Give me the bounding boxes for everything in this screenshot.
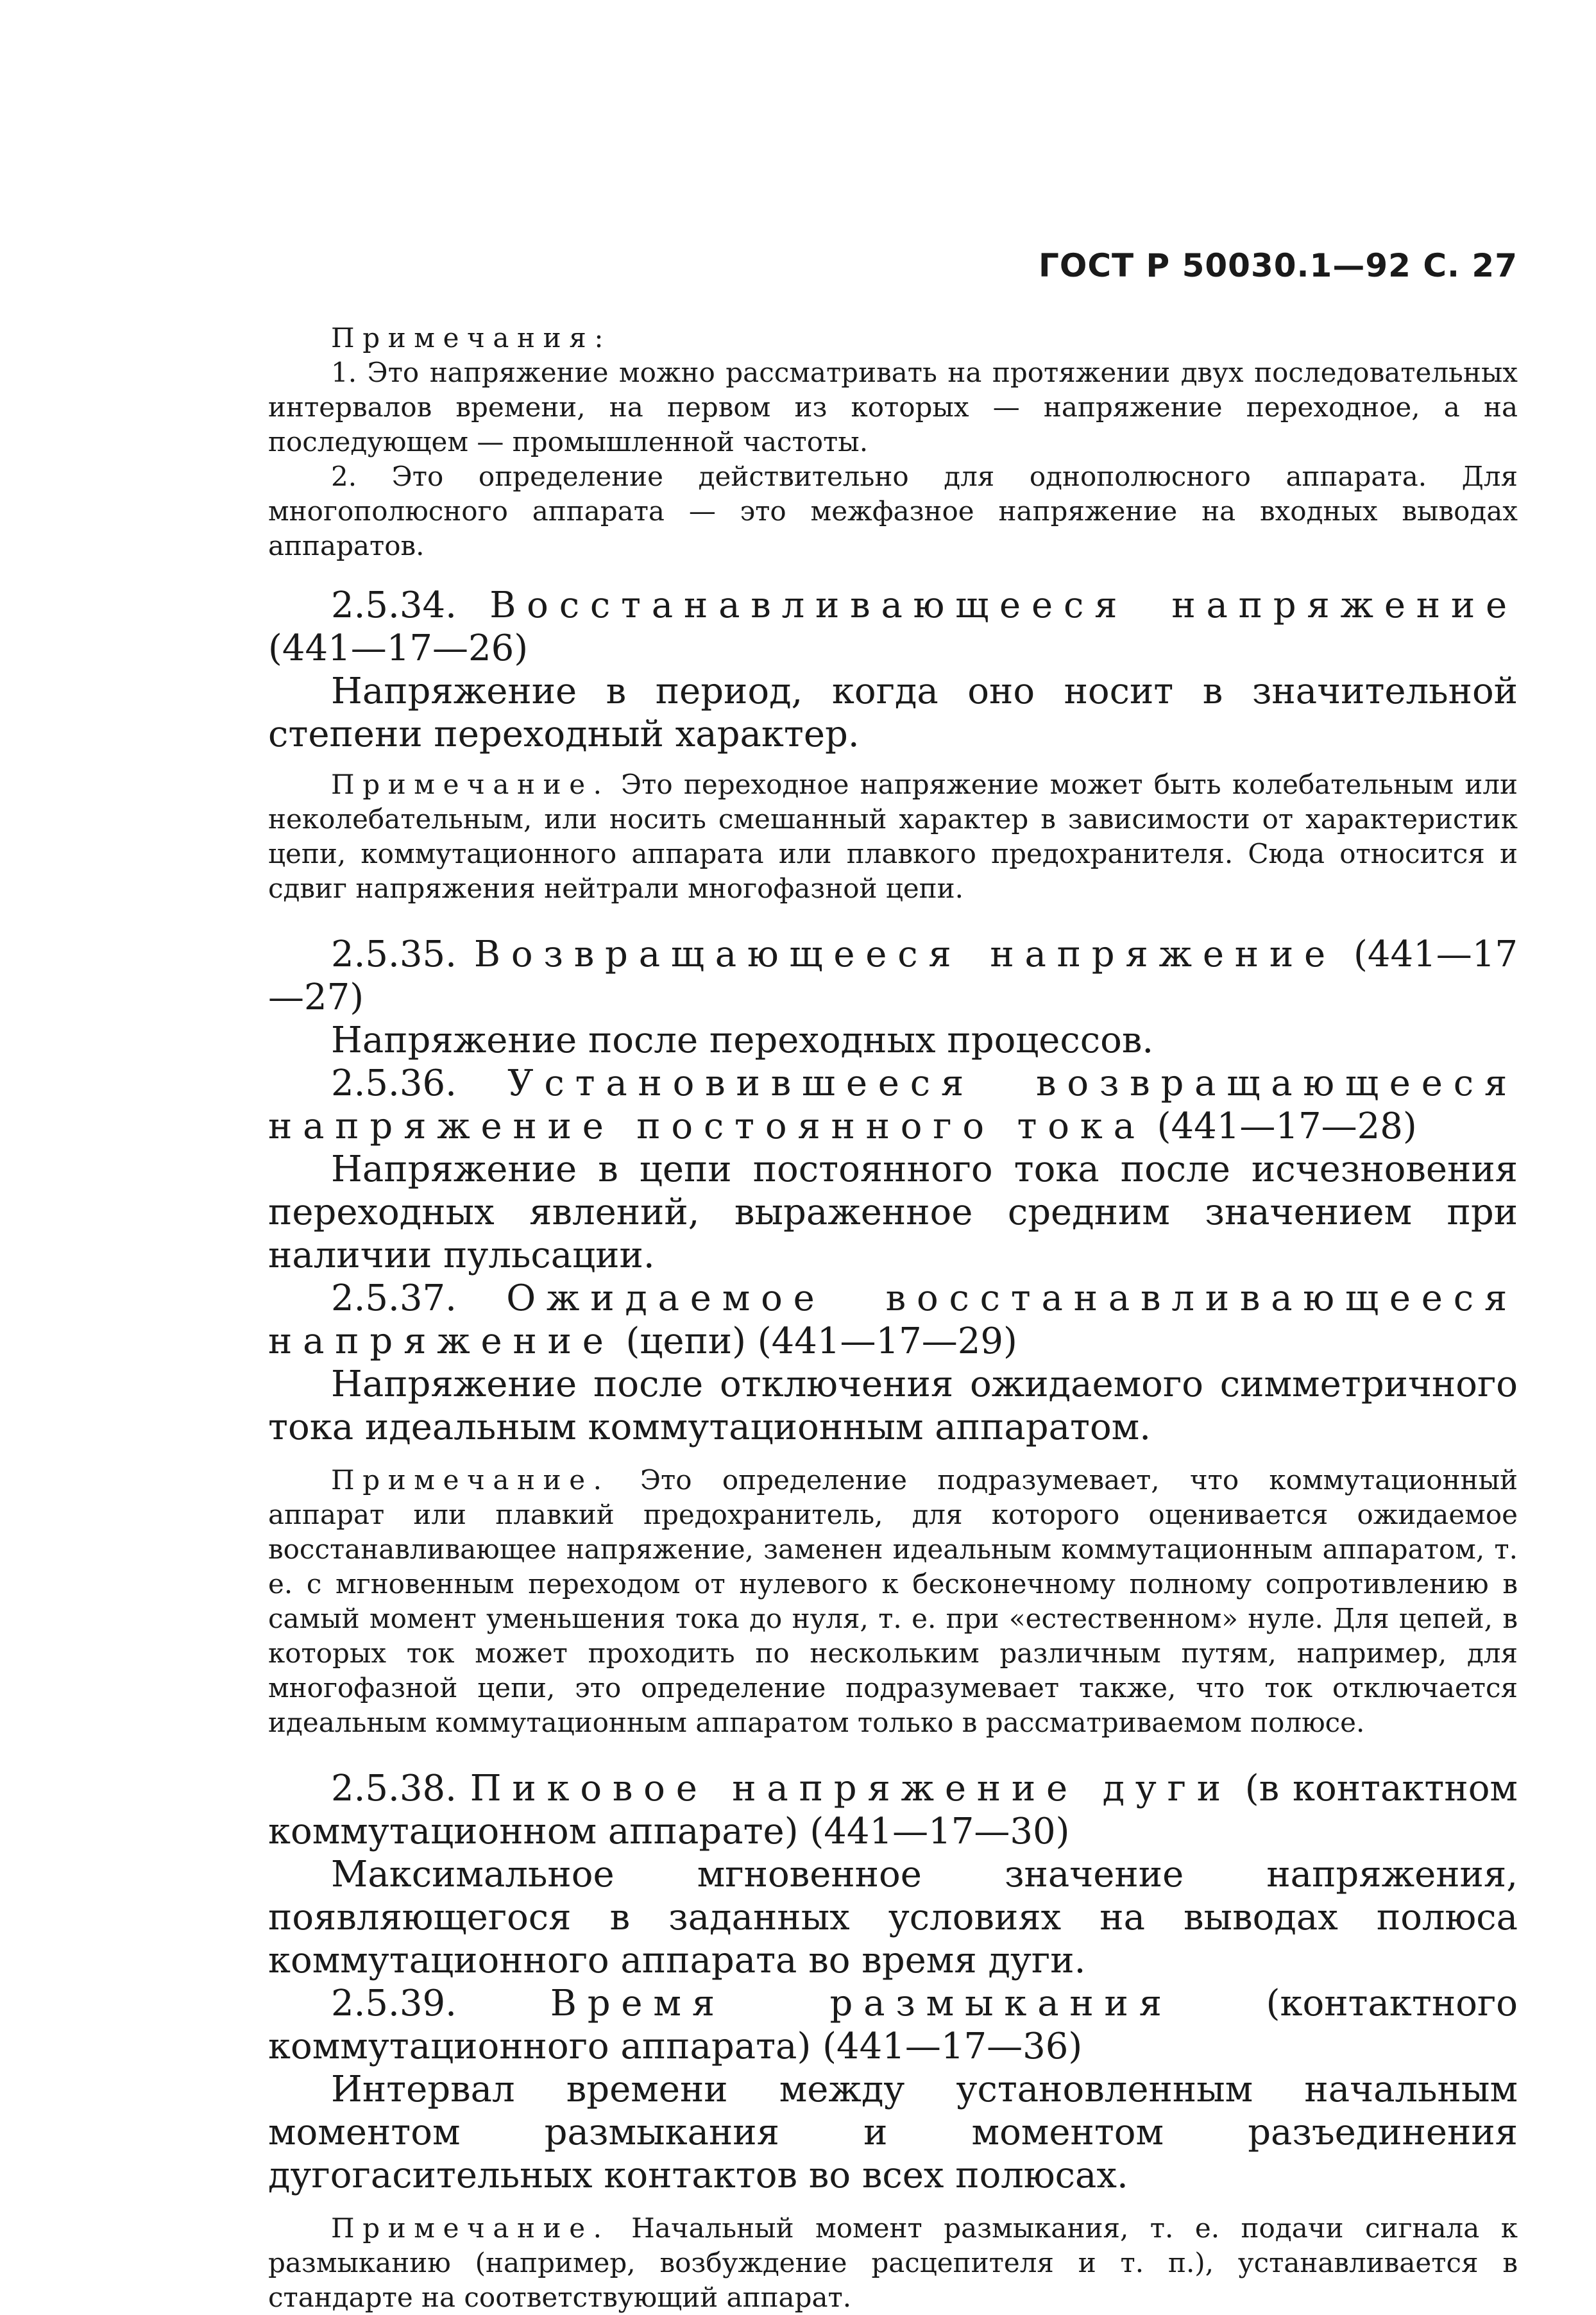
note-label: Примечание. [331,2212,610,2244]
term-block [268,1277,1518,1449]
note-text: Это переходное напряжение может быть колебательным или неколебательным, или носить смешанный характер в зависимости от характеристик цепи, коммутационного аппарата или плавкого предохранителя. Сюда относится и сдвиг напряжения нейтрали многофазной цепи. [268,769,1518,904]
term-heading [268,1277,1518,1363]
term-extra: (контактного коммутационного аппарата) [268,1983,1518,2067]
term-number: 2.5.36. [331,1063,457,1104]
term-ref: (441—17—27) [268,934,1518,1018]
term-ref: (441—17—28) [1157,1106,1417,1147]
notes-top [268,321,1518,563]
term-ref: (441—17—29) [757,1320,1017,1362]
term-definition: Максимальное мгновенное значение напряжения, появляющегося в заданных условиях на выводах полюса коммутационного аппарата во время дуги. [268,1854,1518,1981]
term-heading [268,1767,1518,1853]
note-label: Примечание. [331,769,610,800]
term-number: 2.5.35. [331,934,457,975]
term-ref: (441—17—30) [810,1811,1070,1852]
term-name: Пиковое напряжение дуги [470,1768,1232,1809]
term-block [268,1062,1518,1277]
term-extra: (цепи) [625,1320,746,1362]
term-heading [268,1062,1518,1148]
term-note [268,1463,1518,1740]
note-text: Это определение подразумевает, что коммутационный аппарат или плавкий предохранитель, для которого оценивается ожидаемое восстанавливающее напряжение, заменен идеальным коммутационным аппаратом, т. е. с мгновенным переходом от нулевого к бесконечному полному сопротивлению в самый момент уменьшения тока до нуля, т. е. при «естественном» нуле. Для цепей, в которых ток может проходить по нескольким различным путям, например, для многофазной цепи, это определение подразумевает также, что ток отключается идеальным коммутационным аппаратом только в рассматриваемом полюсе. [268,1464,1518,1738]
term-heading [268,1982,1518,2068]
term-ref: (441—17—36) [822,2026,1083,2067]
term-definition: Напряжение в цепи постоянного тока после исчезновения переходных явлений, выраженное средним значением при наличии пульсации. [268,1149,1518,1276]
term-block [268,1982,1518,2197]
note-item: 1. Это напряжение можно рассматривать на протяжении двух последовательных интервалов времени, на первом из которых — напряжение переходное, а на последующем — промышленной частоты. [268,357,1518,457]
term-name: Ожидаемое восстанавливающееся напряжение [268,1277,1518,1362]
term-definition: Напряжение после переходных процессов. [331,1020,1154,1061]
term-definition: Напряжение после отключения ожидаемого симметричного тока идеальным коммутационным аппаратом. [268,1363,1518,1448]
note-text: Начальный момент размыкания, т. е. подачи сигнала к размыканию (например, возбуждение расцепителя и т. п.), устанавливается в стандарте на соответствующий аппарат. [268,2212,1518,2313]
term-name: Время размыкания [550,1983,1173,2024]
term-number: 2.5.38. [331,1768,457,1809]
notes-title: Примечания: [331,322,612,354]
term-number: 2.5.34. [331,585,457,626]
term-extra: (в контактном коммутационном аппарате) [268,1768,1518,1852]
term-heading [268,933,1518,1019]
term-ref: (441—17—26) [268,628,529,669]
term-name: Установившееся возвращающееся напряжение постоянного тока [268,1063,1518,1147]
term-heading [268,584,1518,670]
term-note [268,2211,1518,2315]
term-name: Возвращающееся напряжение [473,934,1336,975]
note-label: Примечание. [331,1464,610,1496]
term-number: 2.5.39. [331,1983,457,2024]
note-item: 2. Это определение действительно для однополюсного аппарата. Для многополюсного аппарата — это межфазное напряжение на входных выводах аппаратов. [268,461,1518,561]
page-header: ГОСТ Р 50030.1—92 С. 27 [1038,247,1518,284]
page-content [268,321,1518,2315]
term-block [268,933,1518,1062]
term-number: 2.5.37. [331,1277,457,1319]
term-definition: Напряжение в период, когда оно носит в значительной степени переходный характер. [268,671,1518,755]
term-note [268,767,1518,906]
term-block [268,1767,1518,1982]
term-definition: Интервал времени между установленным начальным моментом размыкания и моментом разъединения дугогасительных контактов во всех полюсах. [268,2069,1518,2196]
term-name: Восстанавливающееся напряжение [489,585,1518,626]
term-block [268,584,1518,756]
